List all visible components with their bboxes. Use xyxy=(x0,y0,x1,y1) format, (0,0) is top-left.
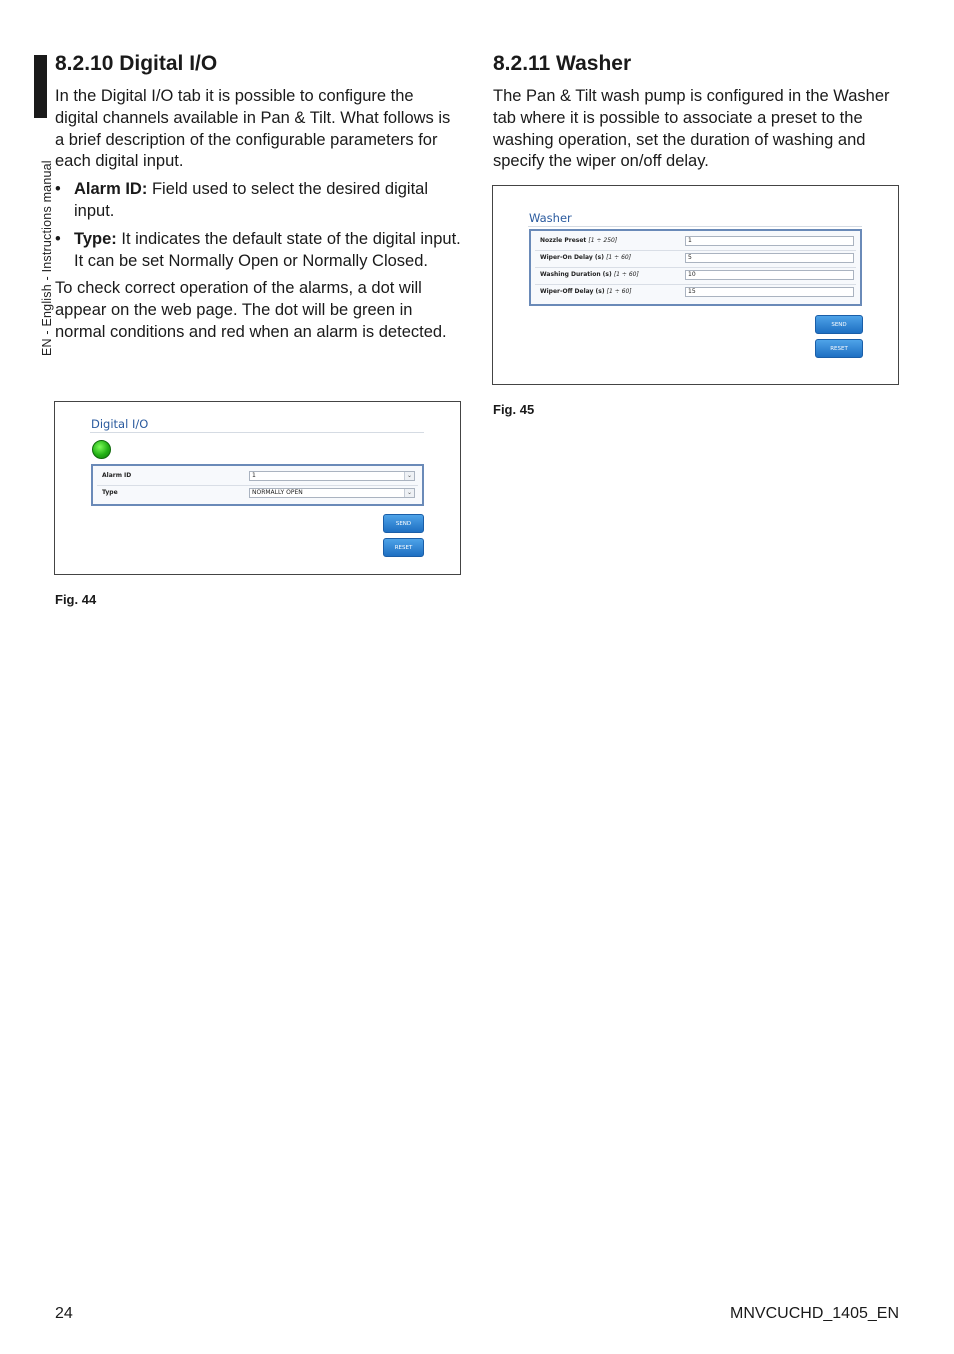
side-marker xyxy=(34,55,47,118)
document-code: MNVCUCHD_1405_EN xyxy=(730,1305,899,1322)
intro-paragraph: The Pan & Tilt wash pump is configured in the Washer tab where it is possible to associate a preset to the washing operation, set the duration of washing and specify the wiper on/off delay. xyxy=(493,87,890,171)
parameter-list xyxy=(55,179,461,272)
list-item xyxy=(55,229,461,273)
bullet-icon: • xyxy=(55,229,61,248)
form-row-alarm-id xyxy=(97,468,418,486)
form-row xyxy=(535,267,856,285)
chevron-down-icon: ⌄ xyxy=(404,489,414,497)
field-label: Type xyxy=(102,489,118,496)
panel-divider xyxy=(90,432,424,433)
term-desc: It indicates the default state of the digital input. It can be set Normally Open or Normally Closed. xyxy=(74,229,461,270)
reset-button[interactable]: RESET xyxy=(383,538,424,557)
term-desc: Field used to select the desired digital input. xyxy=(74,180,429,220)
figure-44-screenshot xyxy=(54,401,461,575)
figure-caption: Fig. 44 xyxy=(55,592,97,607)
form-row xyxy=(535,250,856,268)
field-label: Wiper-On Delay (s) [1 ÷ 60] xyxy=(540,254,632,261)
status-led-icon xyxy=(92,440,111,459)
bullet-icon: • xyxy=(55,180,61,199)
washer-section xyxy=(493,50,899,173)
nozzle-preset-input[interactable]: 1 xyxy=(685,236,854,246)
section-heading: 8.2.10 Digital I/O xyxy=(55,52,218,75)
field-label: Wiper-Off Delay (s) [1 ÷ 60] xyxy=(540,288,632,295)
page-number: 24 xyxy=(55,1305,73,1322)
field-label: Alarm ID xyxy=(102,472,132,479)
intro-paragraph: In the Digital I/O tab it is possible to configure the digital channels available in Pan & Tilt. What follows is a brief description of the configurable parameters for each digital input. xyxy=(55,87,451,171)
digital-io-form xyxy=(91,464,424,506)
form-row xyxy=(535,284,856,301)
panel-title: Digital I/O xyxy=(91,417,149,431)
field-label: Washing Duration (s) [1 ÷ 60] xyxy=(540,271,639,278)
form-row-type xyxy=(97,485,418,502)
type-select[interactable]: NORMALLY OPEN ⌄ xyxy=(249,488,415,498)
figure-45-screenshot xyxy=(492,185,899,385)
washer-form xyxy=(529,229,862,306)
send-button[interactable]: SEND xyxy=(383,514,424,533)
panel-divider xyxy=(528,226,862,227)
alarm-id-select[interactable]: 1 ⌄ xyxy=(249,471,415,481)
reset-button[interactable]: RESET xyxy=(815,339,863,358)
figure-caption: Fig. 45 xyxy=(493,402,535,417)
term: Type: xyxy=(74,229,117,248)
digital-io-section xyxy=(55,50,461,344)
section-heading: 8.2.11 Washer xyxy=(493,52,632,75)
side-label: EN - English - Instructions manual xyxy=(40,160,54,356)
panel-title: Washer xyxy=(529,211,572,225)
washing-duration-input[interactable]: 10 xyxy=(685,270,854,280)
field-label: Nozzle Preset [1 ÷ 250] xyxy=(540,237,618,244)
wiper-off-delay-input[interactable]: 15 xyxy=(685,287,854,297)
list-item xyxy=(55,179,461,223)
send-button[interactable]: SEND xyxy=(815,315,863,334)
outro-paragraph: To check correct operation of the alarms, a dot will appear on the web page. The dot will be green in normal conditions and red when an alarm is detected. xyxy=(55,279,447,341)
chevron-down-icon: ⌄ xyxy=(404,472,414,480)
wiper-on-delay-input[interactable]: 5 xyxy=(685,253,854,263)
form-row xyxy=(535,233,856,251)
term: Alarm ID: xyxy=(74,180,148,199)
